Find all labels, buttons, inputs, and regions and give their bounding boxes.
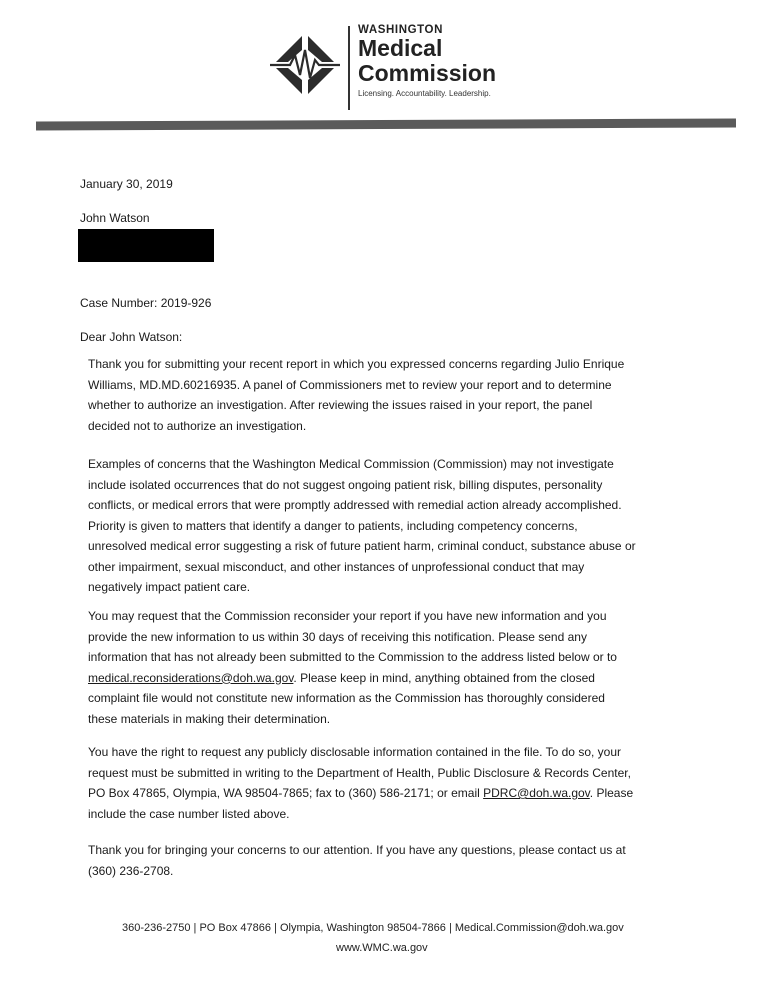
paragraph-closing	[88, 840, 626, 881]
text-fragment: . Please keep in mind, anything obtained from the closed	[293, 670, 595, 685]
text-line: include the case number listed above.	[88, 806, 290, 821]
commission-logo	[268, 20, 528, 116]
reconsiderations-email-link[interactable]: medical.reconsiderations@doh.wa.gov	[88, 670, 294, 685]
text-line: Williams, MD.MD.60216935. A panel of Commissioners met to review your report and to determine	[88, 377, 612, 392]
footer-contact-line: 360-236-2750 | PO Box 47866 | Olympia, Washington 98504-7866 | Medical.Commission@doh.wa.gov	[122, 922, 624, 934]
paragraph-examples	[88, 454, 636, 598]
org-state-label: WASHINGTON	[358, 24, 444, 36]
text-line: Thank you for bringing your concerns to our attention. If you have any questions, please contact us at	[88, 843, 626, 857]
text-line: conflicts, or medical errors that were promptly addressed with remedial action already accomplished.	[88, 498, 622, 512]
letter-date: January 30, 2019	[80, 177, 173, 191]
redacted-address-block	[78, 229, 214, 262]
text-line: Priority is given to matters that identify a danger to patients, including competency concerns,	[88, 518, 578, 533]
org-tagline: Licensing. Accountability. Leadership.	[358, 89, 491, 98]
text-line: decided not to authorize an investigation.	[88, 418, 307, 433]
text-line: unresolved medical error suggesting a risk of future patient harm, criminal conduct, substance abuse or	[88, 539, 636, 553]
text-line: information that has not already been submitted to the Commission to the address listed below or to	[88, 650, 617, 664]
salutation: Dear John Watson:	[80, 330, 183, 344]
recipient-name: John Watson	[80, 211, 150, 225]
text-line: You have the right to request any publicly disclosable information contained in the file. To do so, your	[88, 745, 621, 759]
text-line: You may request that the Commission reconsider your report if you have new information and you	[88, 609, 607, 623]
text-fragment: . Please	[589, 786, 634, 800]
case-number: Case Number: 2019-926	[80, 296, 212, 310]
paragraph-disclosure	[88, 742, 633, 824]
text-line: other impairment, sexual misconduct, and other instances of unprofessional conduct that may	[88, 559, 585, 574]
footer-website[interactable]: www.WMC.wa.gov	[336, 942, 428, 954]
text-line: Thank you for submitting your recent report in which you expressed concerns regarding Julio Enrique	[88, 357, 625, 371]
logo-divider	[348, 26, 350, 110]
text-line: these materials in making their determination.	[88, 711, 331, 726]
text-line: complaint file would not constitute new information as the Commission has thoroughly considered	[88, 691, 605, 705]
header-rule	[36, 118, 736, 130]
paragraph-decision	[88, 354, 624, 436]
pdrc-email-link[interactable]: PDRC@doh.wa.gov	[483, 786, 590, 800]
text-line: negatively impact patient care.	[88, 580, 251, 594]
paragraph-reconsideration	[88, 606, 617, 729]
text-fragment: PO Box 47865, Olympia, WA 98504-7865; fax to (360) 586-2171; or email	[88, 786, 484, 800]
text-line: request must be submitted in writing to the Department of Health, Public Disclosure & Records Center,	[88, 765, 631, 780]
org-name-line2: Commission	[358, 60, 497, 86]
text-line: include isolated occurrences that do not suggest ongoing patient risk, billing disputes, personality	[88, 477, 603, 492]
text-line	[88, 783, 633, 804]
text-line: (360) 236-2708.	[88, 863, 174, 878]
text-line: whether to authorize an investigation. After reviewing the issues raised in your report, the panel	[88, 398, 593, 412]
text-line: provide the new information to us within 30 days of receiving this notification. Please send any	[88, 629, 587, 644]
medical-commission-emblem-icon	[268, 28, 342, 102]
text-line: Examples of concerns that the Washington Medical Commission (Commission) may not investigate	[88, 457, 614, 471]
logo-wordmark	[358, 24, 496, 98]
org-name-line1: Medical	[358, 35, 443, 61]
text-line	[88, 668, 617, 689]
